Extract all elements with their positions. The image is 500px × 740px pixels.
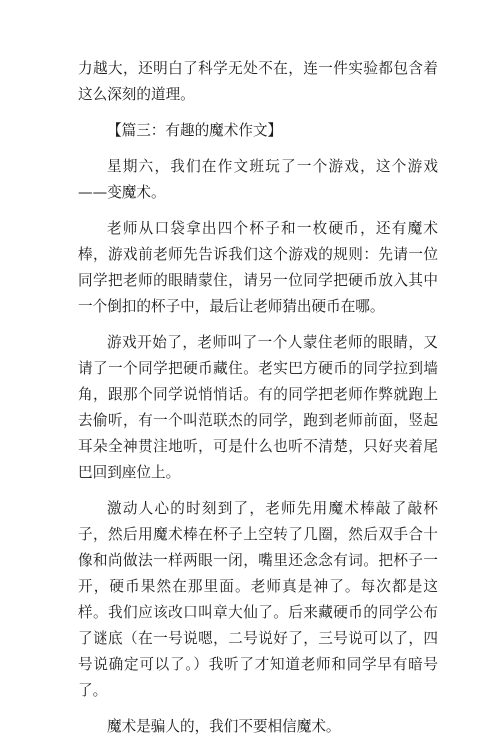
paragraph-intro: 星期六，我们在作文班玩了一个游戏，这个游戏——变魔术。 xyxy=(78,158,438,201)
paragraph-continuation: 力越大，还明白了科学无处不在，连一件实验都包含着这么深刻的道理。 xyxy=(78,60,438,103)
paragraph-conclusion: 魔术是骗人的，我们不要相信魔术。 xyxy=(107,718,341,735)
paragraph-gap xyxy=(78,320,438,330)
paragraph-gap xyxy=(78,108,438,118)
paragraph-gap xyxy=(78,144,438,154)
document-body xyxy=(78,56,438,740)
paragraph-reveal: 激动人心的时刻到了，老师先用魔术棒敲了敲杯子，然后用魔术棒在杯子上空转了几圈，然后双手合十像和尚做法一样两眼一闭，嘴里还念念有词。把杯子一开，硬币果然在那里面。老师真是神了。每次都是这样。我们应该改口叫章大仙了。后来藏硬币的同学公布了谜底（在一号说嗯，二号说好了，三号说可以了，四号说确定可以了。）我听了才知道老师和同学早有暗号了。 xyxy=(78,500,438,699)
paragraph-gap xyxy=(78,206,438,216)
paragraph-game-start: 游戏开始了，老师叫了一个人蒙住老师的眼睛，又请了一个同学把硬币藏住。老实巴方硬币的同学拉到墙角，跟那个同学说悄悄话。有的同学把老师作弊就跑上去偷听，有一个叫范联杰的同学，跑到老师前面，竖起耳朵全神贯注地听，可是什么也听不清楚，只好夹着尾巴回到座位上。 xyxy=(78,334,438,481)
paragraph-rules: 老师从口袋拿出四个杯子和一枚硬币，还有魔术棒，游戏前老师先告诉我们这个游戏的规则：先请一位同学把老师的眼睛蒙住，请另一位同学把硬币放入其中一个倒扣的杯子中，最后让老师猜出硬币在哪。 xyxy=(78,220,438,315)
paragraph-gap xyxy=(78,704,438,714)
paragraph-gap xyxy=(78,486,438,496)
section-heading: 【篇三：有趣的魔术作文】 xyxy=(107,122,283,139)
